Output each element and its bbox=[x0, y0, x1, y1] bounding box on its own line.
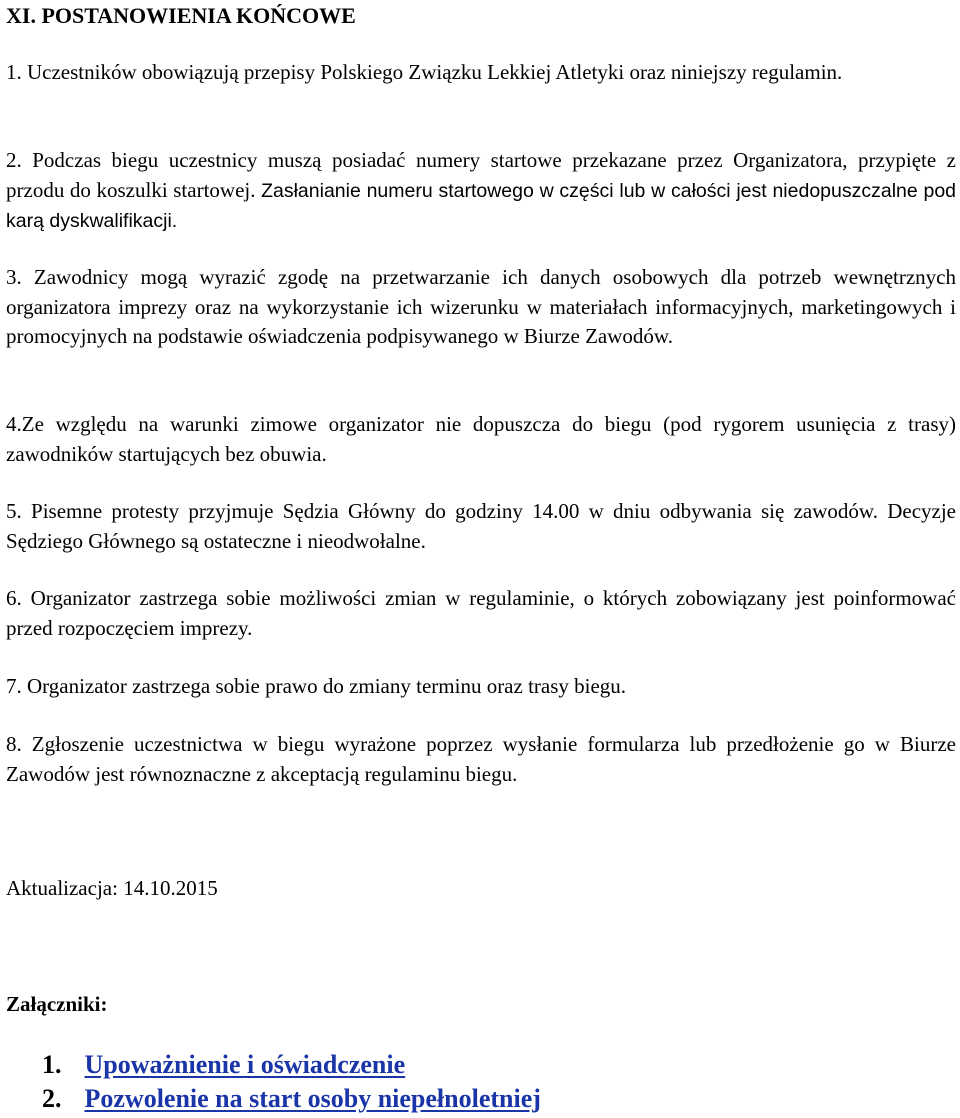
paragraph-2-part-b: Zasłanianie numeru startowego w części lub w całości jest niedopuszczalne pod karą dyskwalifikacji. bbox=[6, 179, 957, 232]
paragraph-3: 3. Zawodnicy mogą wyrazić zgodę na przetwarzanie ich danych osobowych dla potrzeb wewnętrznych organizatora imprezy oraz na wykorzystanie ich wizerunku w materiałach informacyjnych, marketingowych i promocyjnych na podstawie oświadczenia podpisywanego w Biurze Zawodów. bbox=[6, 265, 956, 348]
paragraph-2-part-a: 2. Podczas biegu uczestnicy muszą posiadać numery startowe przekazane przez Organizatora, przypięte z przodu do koszulki startowej. bbox=[6, 148, 956, 202]
attachments-title: Załączniki: bbox=[6, 992, 108, 1016]
attachment-link-authorization[interactable]: Upoważnienie i oświadczenie bbox=[84, 1050, 406, 1079]
attachments-list bbox=[42, 1048, 541, 1116]
attachment-number: 1. bbox=[42, 1050, 62, 1079]
attachment-item bbox=[42, 1082, 541, 1116]
update-date: Aktualizacja: 14.10.2015 bbox=[6, 876, 218, 900]
attachment-item bbox=[42, 1048, 541, 1082]
paragraph-7: 7. Organizator zastrzega sobie prawo do zmiany terminu oraz trasy biegu. bbox=[6, 674, 627, 698]
paragraph-6: 6. Organizator zastrzega sobie możliwości zmian w regulaminie, o których zobowiązany jest poinformować przed rozpoczęciem imprezy. bbox=[6, 586, 956, 640]
paragraph-5: 5. Pisemne protesty przyjmuje Sędzia Główny do godziny 14.00 w dniu odbywania się zawodów. Decyzje Sędziego Głównego są ostateczne i nieodwołalne. bbox=[6, 499, 956, 553]
paragraph-4: 4.Ze względu na warunki zimowe organizator nie dopuszcza do biegu (pod rygorem usunięcia z trasy) zawodników startujących bez obuwia. bbox=[6, 412, 956, 466]
attachment-link-minor-permission[interactable]: Pozwolenie na start osoby niepełnoletniej bbox=[84, 1084, 541, 1113]
paragraph-8: 8. Zgłoszenie uczestnictwa w biegu wyrażone poprzez wysłanie formularza lub przedłożenie go w Biurze Zawodów jest równoznaczne z akceptacją regulaminu biegu. bbox=[6, 732, 956, 786]
attachment-number: 2. bbox=[42, 1084, 62, 1113]
paragraph-2 bbox=[6, 146, 956, 237]
section-title: XI. POSTANOWIENIA KOŃCOWE bbox=[6, 3, 356, 28]
paragraph-1: 1. Uczestników obowiązują przepisy Polskiego Związku Lekkiej Atletyki oraz niniejszy regulamin. bbox=[6, 60, 843, 84]
